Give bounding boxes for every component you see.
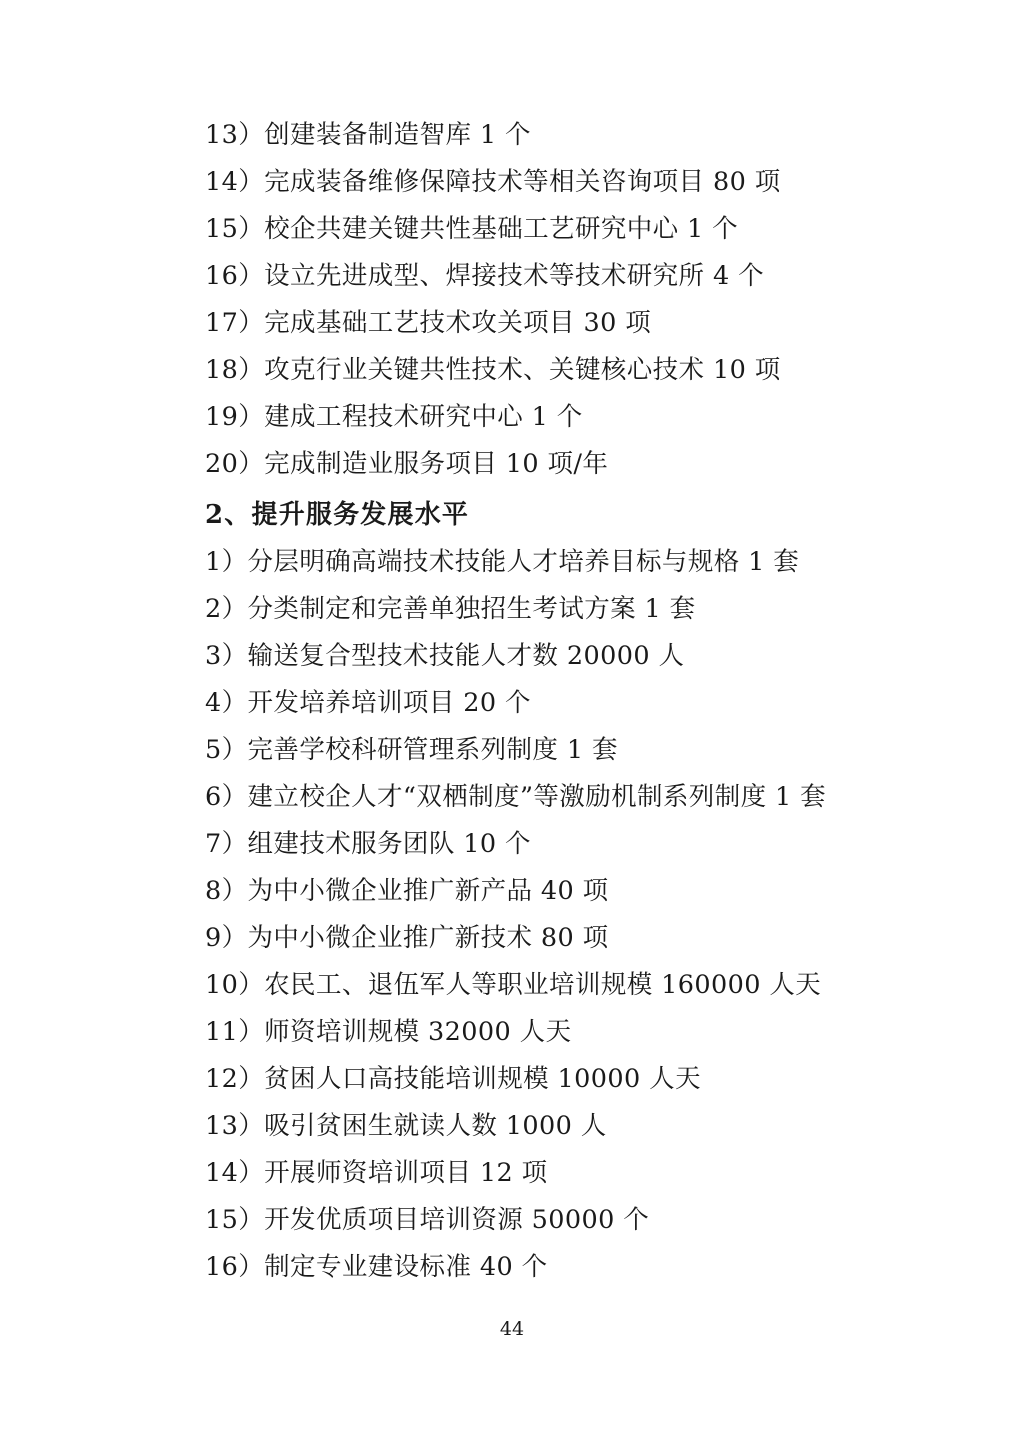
section-heading: 2、提升服务发展水平	[205, 500, 470, 530]
list-item: 16）设立先进成型、焊接技术等技术研究所 4 个	[205, 261, 764, 291]
list-item: 6）建立校企人才“双栖制度”等激励机制系列制度 1 套	[205, 782, 827, 812]
list-item: 15）开发优质项目培训资源 50000 个	[205, 1205, 650, 1235]
list-item: 18）攻克行业关键共性技术、关键核心技术 10 项	[205, 355, 781, 385]
list-item: 17）完成基础工艺技术攻关项目 30 项	[205, 308, 652, 338]
list-item: 13）创建装备制造智库 1 个	[205, 120, 531, 150]
list-item: 7）组建技术服务团队 10 个	[205, 829, 531, 859]
list-item: 19）建成工程技术研究中心 1 个	[205, 402, 583, 432]
list-item: 9）为中小微企业推广新技术 80 项	[205, 923, 609, 953]
list-item: 15）校企共建关键共性基础工艺研究中心 1 个	[205, 214, 739, 244]
list-item: 4）开发培养培训项目 20 个	[205, 688, 531, 718]
list-item: 8）为中小微企业推广新产品 40 项	[205, 876, 609, 906]
page-number: 44	[499, 1318, 525, 1340]
list-item: 14）开展师资培训项目 12 项	[205, 1158, 548, 1188]
list-item: 2）分类制定和完善单独招生考试方案 1 套	[205, 594, 696, 624]
list-item: 13）吸引贫困生就读人数 1000 人	[205, 1111, 607, 1141]
list-item: 16）制定专业建设标准 40 个	[205, 1252, 548, 1282]
list-item: 12）贫困人口高技能培训规模 10000 人天	[205, 1064, 701, 1094]
list-item: 11）师资培训规模 32000 人天	[205, 1017, 572, 1047]
list-item: 20）完成制造业服务项目 10 项/年	[205, 449, 609, 479]
list-item: 14）完成装备维修保障技术等相关咨询项目 80 项	[205, 167, 781, 197]
document-body	[205, 112, 844, 1291]
list-item: 5）完善学校科研管理系列制度 1 套	[205, 735, 618, 765]
list-item: 1）分层明确高端技术技能人才培养目标与规格 1 套	[205, 547, 800, 577]
list-item: 3）输送复合型技术技能人才数 20000 人	[205, 641, 685, 671]
list-item: 10）农民工、退伍军人等职业培训规模 160000 人天	[205, 970, 822, 1000]
